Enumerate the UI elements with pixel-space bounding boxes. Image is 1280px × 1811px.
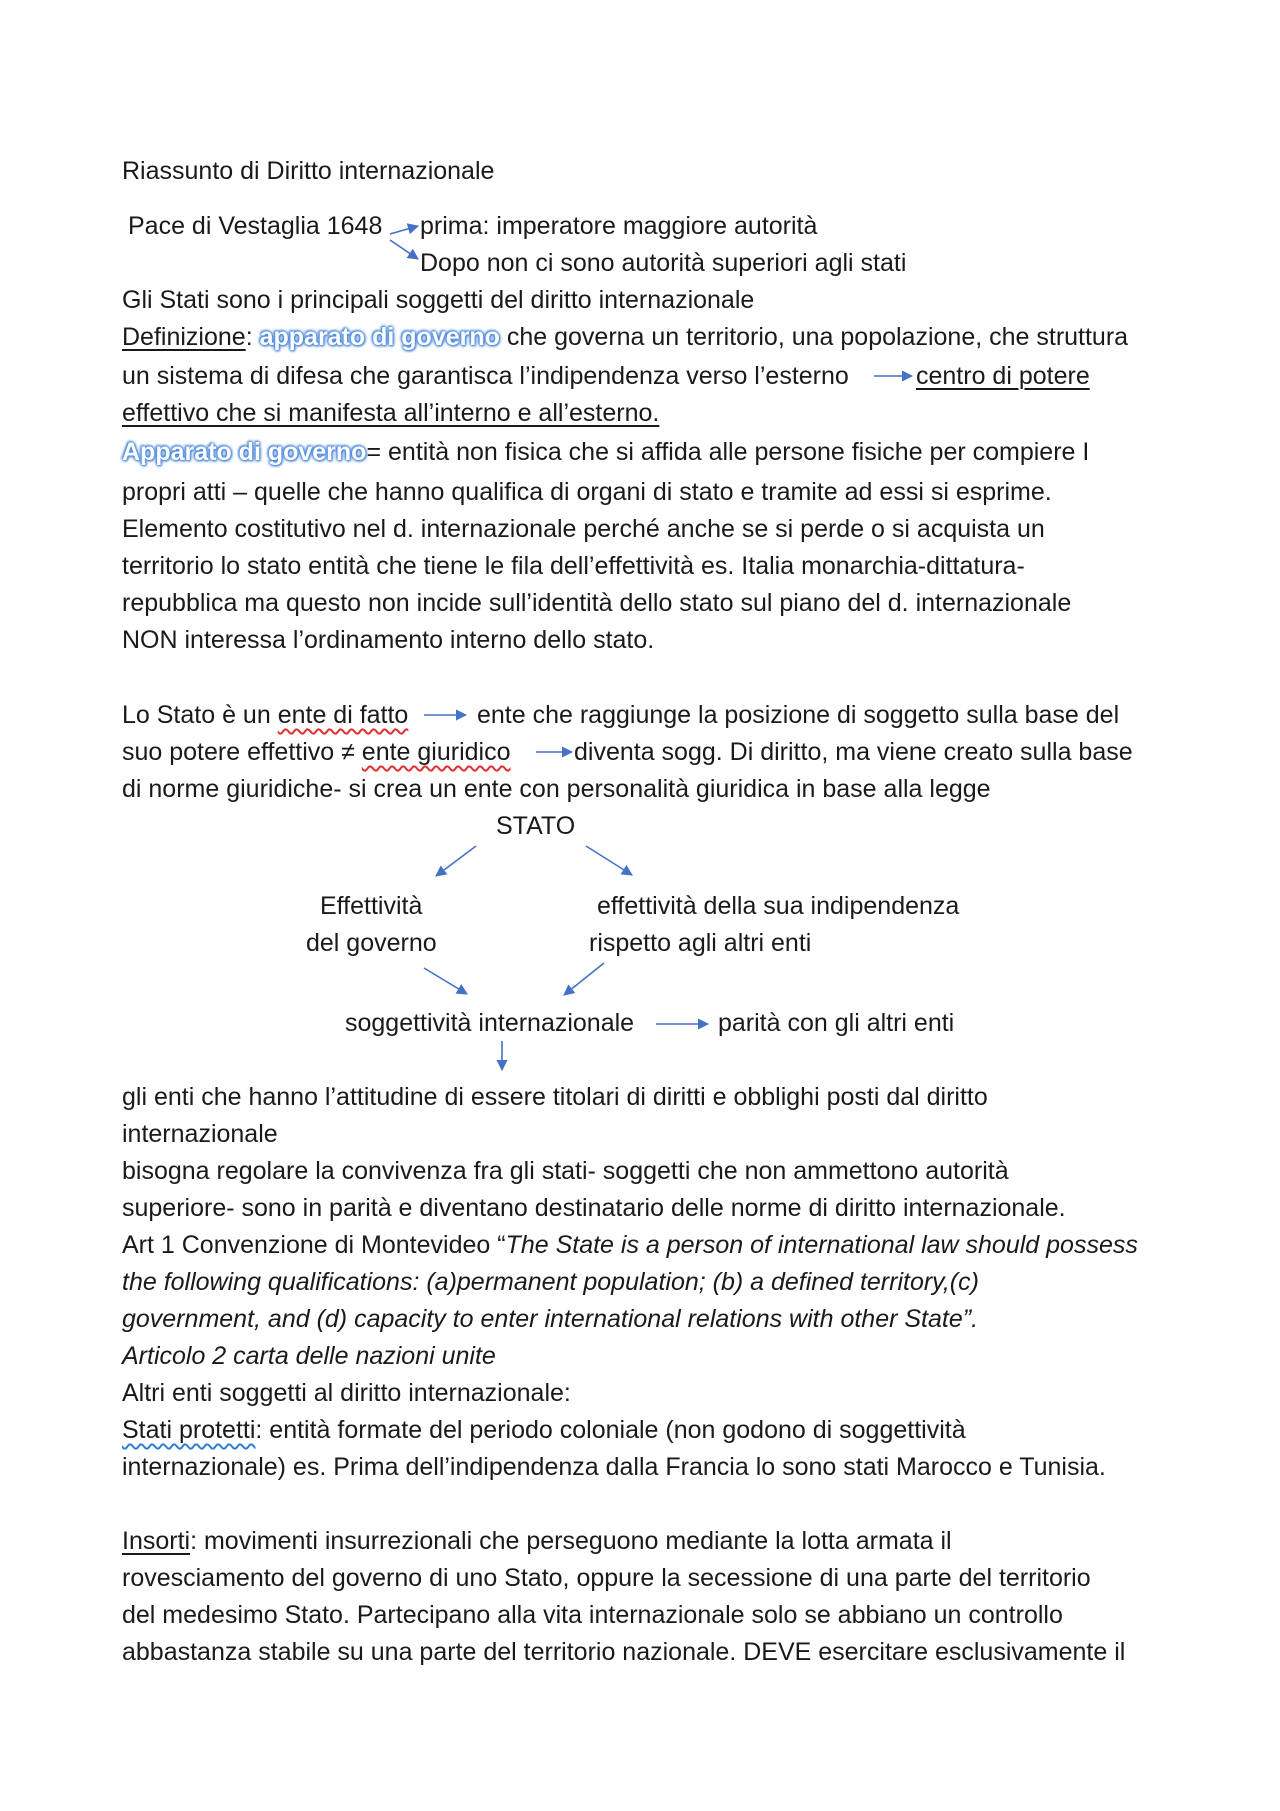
apparato-line-3: Elemento costitutivo nel d. internazionale perché anche se si perde o si acquista un bbox=[122, 515, 1045, 543]
diagram-effettivita-indipendenza-2: rispetto agli altri enti bbox=[589, 929, 812, 957]
ente-l2-start: suo potere effettivo ≠ bbox=[122, 738, 362, 766]
highlight-apparato-di-governo: apparato di governo bbox=[259, 323, 500, 351]
apparato-rest: = entità non fisica che si affida alle persone fisiche per compiere I bbox=[366, 438, 1090, 466]
after-line-3: bisogna regolare la convivenza fra gli stati- soggetti che non ammettono autorità bbox=[122, 1157, 1009, 1185]
montevideo-line-2: the following qualifications: (a)permanent population; (b) a defined territory,(c) bbox=[122, 1268, 979, 1296]
after-line-1: gli enti che hanno l’attitudine di essere titolari di diritti e obblighi posti dal diritto bbox=[122, 1083, 988, 1111]
insorti-label: Insorti bbox=[122, 1527, 191, 1555]
montevideo-line-3: government, and (d) capacity to enter international relations with other State”. bbox=[122, 1305, 979, 1333]
apparato-line-6: NON interessa l’ordinamento interno dello stato. bbox=[122, 626, 655, 654]
altri-enti-line: Altri enti soggetti al diritto internazionale: bbox=[122, 1379, 571, 1407]
ente-line-2-rest: diventa sogg. Di diritto, ma viene creato sulla base bbox=[574, 738, 1133, 766]
diagram-stato: STATO bbox=[496, 812, 576, 840]
diagram-soggettivita: soggettività internazionale bbox=[345, 1009, 635, 1037]
definizione-line-2: un sistema di difesa che garantisca l’indipendenza verso l’esterno bbox=[122, 362, 849, 390]
highlight-apparato-di-governo-2: Apparato di governo bbox=[122, 438, 367, 466]
ente-di-fatto-term: ente di fatto bbox=[277, 701, 409, 729]
ente-line-1-rest: ente che raggiunge la posizione di soggetto sulla base del bbox=[477, 701, 1120, 729]
montevideo-start: Art 1 Convenzione di Montevideo “ bbox=[122, 1231, 506, 1259]
definizione-rest: che governa un territorio, una popolazione, che struttura bbox=[499, 323, 1129, 351]
montevideo-quote-1: The State is a person of international law should possess bbox=[505, 1231, 1138, 1259]
centro-di-potere-text: centro di potere bbox=[916, 362, 1090, 390]
diagram-effettivita-governo-1: Effettività bbox=[320, 892, 423, 920]
ente-line-3: di norme giuridiche- si crea un ente con personalità giuridica in base alla legge bbox=[122, 775, 991, 803]
ente-l1-start: Lo Stato è un bbox=[122, 701, 278, 729]
stati-protetti-line-2: internazionale) es. Prima dell’indipendenza dalla Francia lo sono stati Marocco e Tunisia. bbox=[122, 1453, 1106, 1481]
insorti-line-3: del medesimo Stato. Partecipano alla vita internazionale solo se abbiano un controllo bbox=[122, 1601, 1063, 1629]
insorti-rest: : movimenti insurrezionali che perseguono mediante la lotta armata il bbox=[190, 1527, 952, 1555]
diagram-parita: parità con gli altri enti bbox=[718, 1009, 955, 1037]
arrow-governo-soggettivita bbox=[424, 968, 467, 994]
arrow-pace-dopo bbox=[390, 240, 418, 259]
document-title: Riassunto di Diritto internazionale bbox=[122, 157, 495, 185]
arrow-indipendenza-soggettivita bbox=[564, 963, 604, 995]
articolo-2-line: Articolo 2 carta delle nazioni unite bbox=[122, 1342, 496, 1370]
pace-label: Pace di Vestaglia 1648 bbox=[128, 212, 383, 240]
apparato-line-4: territorio lo stato entità che tiene le fila dell’effettività es. Italia monarchia-dittatura- bbox=[122, 552, 1025, 580]
ente-giuridico-term: ente giuridico bbox=[361, 738, 511, 766]
definizione-label: Definizione bbox=[122, 323, 246, 351]
after-line-4: superiore- sono in parità e diventano destinatario delle norme di diritto internazionale. bbox=[122, 1194, 1066, 1222]
arrow-stato-governo bbox=[436, 846, 476, 876]
arrow-pace-prima bbox=[390, 226, 418, 234]
definizione-colon: : bbox=[245, 323, 253, 351]
insorti-line-4: abbastanza stabile su una parte del territorio nazionale. DEVE esercitare esclusivamente il bbox=[122, 1638, 1126, 1666]
definizione-line-3: effettivo che si manifesta all’interno e all’esterno. bbox=[122, 399, 660, 427]
stati-protetti-rest: : entità formate del periodo coloniale (non godono di soggettività bbox=[255, 1416, 966, 1444]
pace-branch-before: prima: imperatore maggiore autorità bbox=[420, 212, 818, 240]
apparato-line-2: propri atti – quelle che hanno qualifica di organi di stato e tramite ad essi si esprime. bbox=[122, 478, 1052, 506]
apparato-line-5: repubblica ma questo non incide sull’identità dello stato sul piano del d. internazionale bbox=[122, 589, 1072, 617]
insorti-line-2: rovesciamento del governo di uno Stato, oppure la secessione di una parte del territorio bbox=[122, 1564, 1091, 1592]
after-line-2: internazionale bbox=[122, 1120, 278, 1148]
stati-principali-line: Gli Stati sono i principali soggetti del diritto internazionale bbox=[122, 286, 755, 314]
stati-protetti-label: Stati protetti bbox=[122, 1416, 256, 1444]
diagram-effettivita-indipendenza-1: effettività della sua indipendenza bbox=[597, 892, 960, 920]
diagram-effettivita-governo-2: del governo bbox=[306, 929, 437, 957]
pace-branch-after: Dopo non ci sono autorità superiori agli stati bbox=[420, 249, 907, 277]
arrow-stato-indipendenza bbox=[586, 846, 632, 875]
